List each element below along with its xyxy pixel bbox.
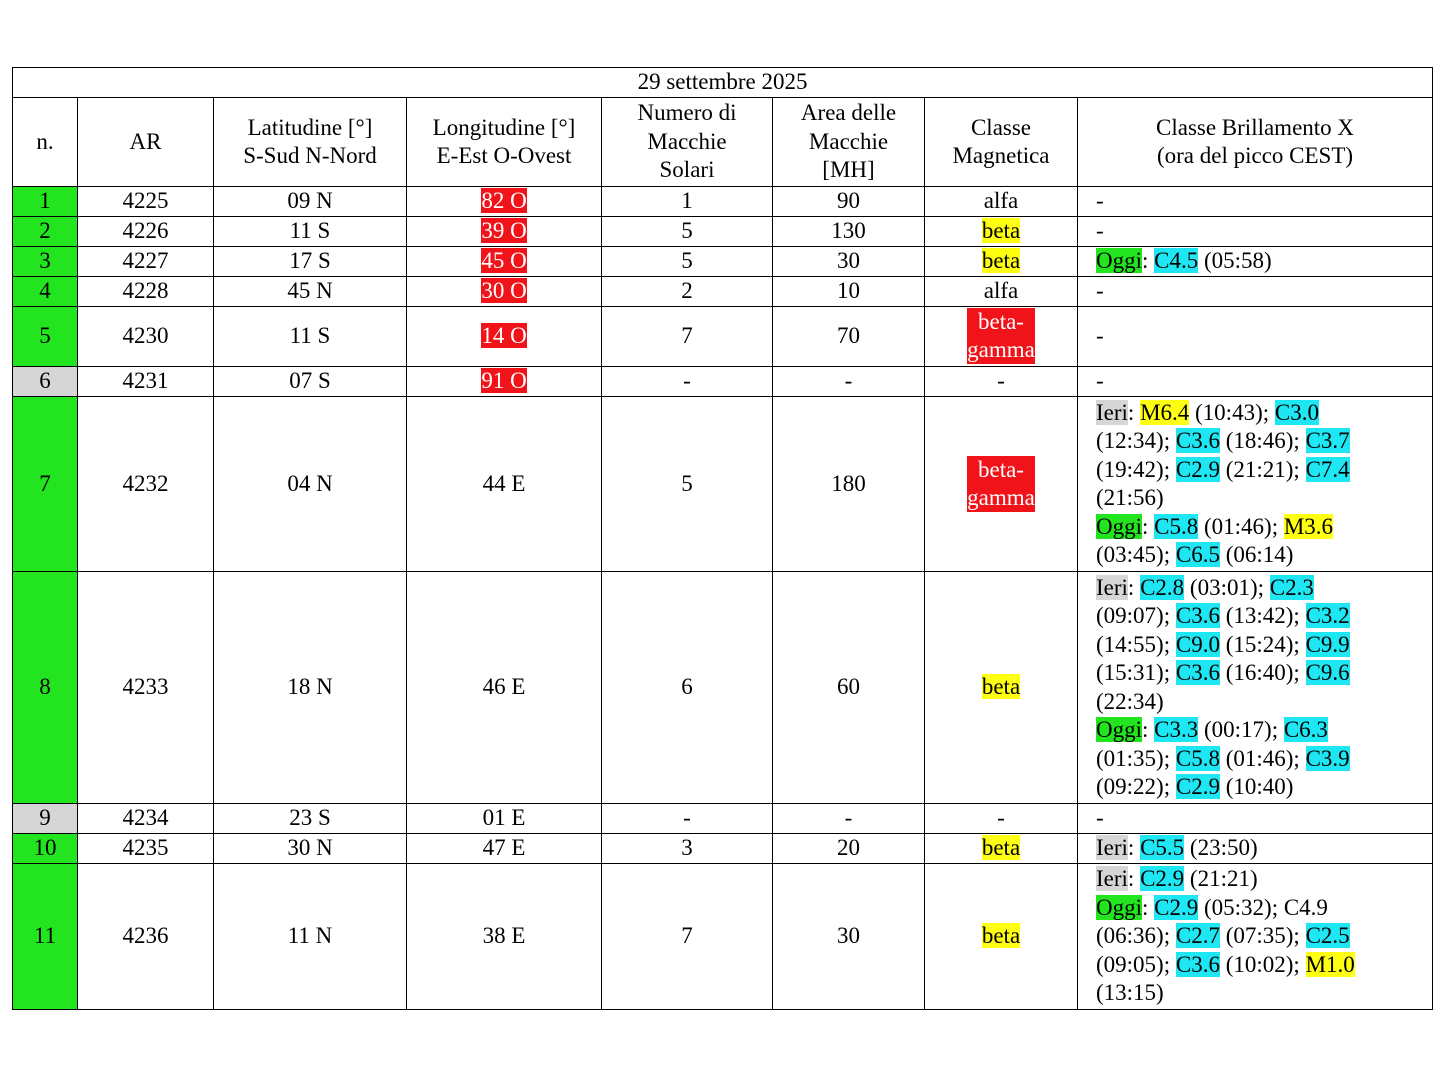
row-number: 11 (13, 864, 78, 1010)
sunspot-number-cell: 7 (602, 307, 773, 367)
magnetic-class-cell: - (925, 804, 1078, 834)
magnetic-class-cell: beta (925, 864, 1078, 1010)
sunspot-number-cell: 2 (602, 277, 773, 307)
header-sunspot-area: Area delle Macchie [MH] (773, 98, 925, 187)
ar-cell: 4235 (78, 834, 214, 864)
longitude-cell: 44 E (407, 397, 602, 572)
row-number: 7 (13, 397, 78, 572)
table-row (13, 864, 1433, 1010)
header-ar: AR (78, 98, 214, 187)
table-row (13, 187, 1433, 217)
area-cell: 30 (773, 864, 925, 1010)
flares-cell: Ieri: C2.9 (21:21) Oggi: C2.9 (05:32); C4.9 (06:36); C2.7 (07:35); C2.5 (09:05); C3.6 (10:02); M1.0 (13:15) (1078, 864, 1433, 1010)
magnetic-class-cell: beta- gamma (925, 307, 1078, 367)
magnetic-class-cell: beta (925, 217, 1078, 247)
sunspot-number-cell: 3 (602, 834, 773, 864)
table-row (13, 804, 1433, 834)
flares-cell: - (1078, 187, 1433, 217)
header-sunspot-number: Numero di Macchie Solari (602, 98, 773, 187)
row-number: 9 (13, 804, 78, 834)
longitude-cell: 46 E (407, 572, 602, 804)
yesterday-label: Ieri (1096, 399, 1128, 425)
ar-cell: 4233 (78, 572, 214, 804)
area-cell: 70 (773, 307, 925, 367)
header-row (13, 98, 1433, 187)
today-label: Oggi (1096, 248, 1142, 274)
flare-class: C4.5 (1154, 248, 1199, 274)
flares-cell: Ieri: C5.5 (23:50) (1078, 834, 1433, 864)
area-cell: 90 (773, 187, 925, 217)
flares-cell: - (1078, 307, 1433, 367)
longitude-cell: 45 O (407, 247, 602, 277)
sunspot-number-cell: - (602, 804, 773, 834)
longitude-cell: 38 E (407, 864, 602, 1010)
sunspot-number-cell: 5 (602, 217, 773, 247)
header-flare-class: Classe Brillamento X (ora del picco CEST) (1078, 98, 1433, 187)
ar-cell: 4225 (78, 187, 214, 217)
yesterday-label: Ieri (1096, 574, 1128, 600)
flares-cell: - (1078, 217, 1433, 247)
table-date-title: 29 settembre 2025 (13, 68, 1433, 98)
flares-cell: Ieri: M6.4 (10:43); C3.0 (12:34); C3.6 (18:46); C3.7 (19:42); C2.9 (21:21); C7.4 (21:56) Oggi: C5.8 (01:46); M3.6 (03:45); C6.5 (06:14) (1078, 397, 1433, 572)
header-longitude: Longitudine [°] E-Est O-Ovest (407, 98, 602, 187)
ar-cell: 4226 (78, 217, 214, 247)
latitude-cell: 45 N (214, 277, 407, 307)
row-number: 1 (13, 187, 78, 217)
area-cell: 20 (773, 834, 925, 864)
flares-cell: - (1078, 367, 1433, 397)
longitude-cell: 01 E (407, 804, 602, 834)
sunspot-number-cell: 1 (602, 187, 773, 217)
magnetic-class-cell: alfa (925, 277, 1078, 307)
ar-cell: 4234 (78, 804, 214, 834)
magnetic-class-cell: alfa (925, 187, 1078, 217)
flares-cell: - (1078, 804, 1433, 834)
latitude-cell: 23 S (214, 804, 407, 834)
longitude-cell: 91 O (407, 367, 602, 397)
row-number: 5 (13, 307, 78, 367)
longitude-cell: 47 E (407, 834, 602, 864)
sunspot-number-cell: 7 (602, 864, 773, 1010)
longitude-cell: 39 O (407, 217, 602, 247)
sunspot-number-cell: 5 (602, 397, 773, 572)
ar-cell: 4228 (78, 277, 214, 307)
latitude-cell: 11 S (214, 217, 407, 247)
table-row (13, 397, 1433, 572)
latitude-cell: 11 S (214, 307, 407, 367)
area-cell: 130 (773, 217, 925, 247)
row-number: 4 (13, 277, 78, 307)
flares-cell: Oggi: C4.5 (05:58) (1078, 247, 1433, 277)
ar-cell: 4231 (78, 367, 214, 397)
yesterday-label: Ieri (1096, 866, 1128, 892)
row-number: 8 (13, 572, 78, 804)
table-row (13, 247, 1433, 277)
ar-cell: 4230 (78, 307, 214, 367)
latitude-cell: 07 S (214, 367, 407, 397)
sunspot-number-cell: 5 (602, 247, 773, 277)
magnetic-class-cell: beta (925, 572, 1078, 804)
area-cell: - (773, 804, 925, 834)
yesterday-label: Ieri (1096, 835, 1128, 861)
latitude-cell: 30 N (214, 834, 407, 864)
table-row (13, 277, 1433, 307)
active-regions-table (12, 67, 1433, 1010)
area-cell: 10 (773, 277, 925, 307)
area-cell: 30 (773, 247, 925, 277)
flares-cell: - (1078, 277, 1433, 307)
table-row (13, 367, 1433, 397)
row-number: 2 (13, 217, 78, 247)
longitude-cell: 14 O (407, 307, 602, 367)
longitude-cell: 30 O (407, 277, 602, 307)
row-number: 10 (13, 834, 78, 864)
ar-cell: 4227 (78, 247, 214, 277)
today-label: Oggi (1096, 513, 1142, 539)
flares-cell: Ieri: C2.8 (03:01); C2.3 (09:07); C3.6 (13:42); C3.2 (14:55); C9.0 (15:24); C9.9 (15:31); C3.6 (16:40); C9.6 (22:34) Oggi: C3.3 (00:17); C6.3 (01:35); C5.8 (01:46); C3.9 (09:22); C2.9 (10:40) (1078, 572, 1433, 804)
sunspot-number-cell: - (602, 367, 773, 397)
area-cell: - (773, 367, 925, 397)
table-row (13, 217, 1433, 247)
today-label: Oggi (1096, 717, 1142, 742)
magnetic-class-cell: beta (925, 834, 1078, 864)
area-cell: 60 (773, 572, 925, 804)
magnetic-class-cell: - (925, 367, 1078, 397)
table-row (13, 307, 1433, 367)
latitude-cell: 09 N (214, 187, 407, 217)
table-row (13, 572, 1433, 804)
row-number: 6 (13, 367, 78, 397)
header-n: n. (13, 98, 78, 187)
latitude-cell: 04 N (214, 397, 407, 572)
ar-cell: 4232 (78, 397, 214, 572)
area-cell: 180 (773, 397, 925, 572)
longitude-cell: 82 O (407, 187, 602, 217)
latitude-cell: 18 N (214, 572, 407, 804)
today-label: Oggi (1096, 894, 1142, 920)
table-row (13, 834, 1433, 864)
flare-time: (05:58) (1203, 248, 1272, 274)
sunspot-number-cell: 6 (602, 572, 773, 804)
latitude-cell: 17 S (214, 247, 407, 277)
ar-cell: 4236 (78, 864, 214, 1010)
header-magnetic-class: Classe Magnetica (925, 98, 1078, 187)
magnetic-class-cell: beta (925, 247, 1078, 277)
header-latitude: Latitudine [°] S-Sud N-Nord (214, 98, 407, 187)
magnetic-class-cell: beta- gamma (925, 397, 1078, 572)
latitude-cell: 11 N (214, 864, 407, 1010)
row-number: 3 (13, 247, 78, 277)
